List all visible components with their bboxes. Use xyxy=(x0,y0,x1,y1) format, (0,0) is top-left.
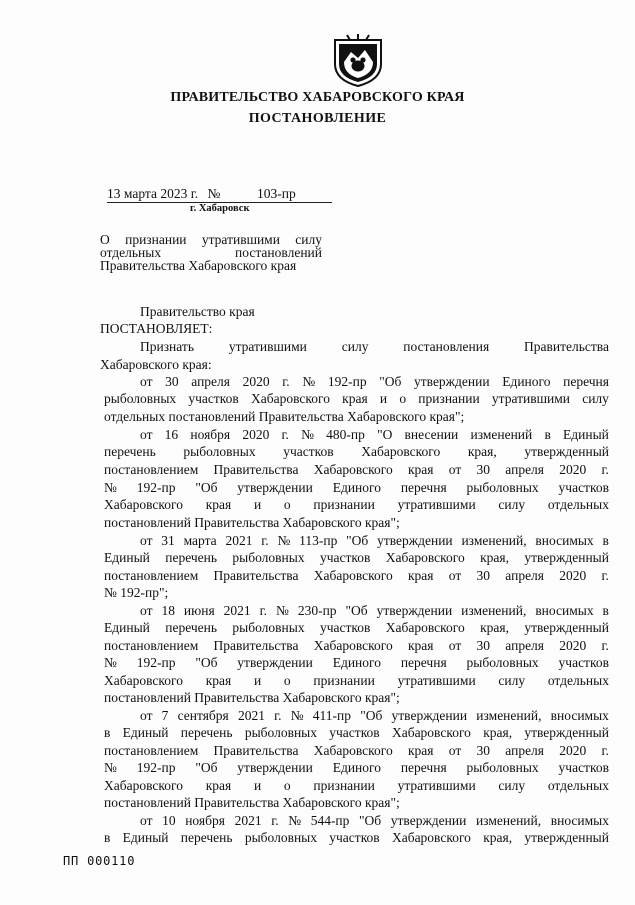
body-line: Хабаровского края и о признании утратившими силу отдельных xyxy=(104,673,609,688)
body-line: от 31 марта 2021 г. № 113-пр "Об утверждении изменений, вносимых в xyxy=(140,533,609,548)
body-line: постановлением Правительства Хабаровского края от 30 апреля 2020 г. xyxy=(104,743,609,758)
document-number: 103-пр xyxy=(257,186,296,201)
date-number-line xyxy=(107,186,332,203)
body-line: ПОСТАНОВЛЯЕТ: xyxy=(100,321,213,336)
body-line: перечень рыболовных участков Хабаровского края, утвержденный xyxy=(104,444,609,459)
body-line: в Единый перечень рыболовных участков Хабаровского края, утвержденный xyxy=(104,725,609,740)
city: г. Хабаровск xyxy=(190,203,250,214)
body-line: от 16 ноября 2020 г. № 480-пр "О внесении изменений в Единый xyxy=(140,427,609,442)
body-line: постановлением Правительства Хабаровского края от 30 апреля 2020 г. xyxy=(104,462,609,477)
body-line: № 192-пр "Об утверждении Единого перечня рыболовных участков xyxy=(104,655,609,670)
body-line: от 10 ноября 2021 г. № 544-пр "Об утверждении изменений, вносимых xyxy=(140,813,609,828)
body-line: Признать утратившими силу постановления Правительства xyxy=(140,339,609,354)
body-line: Единый перечень рыболовных участков Хабаровского края, утвержденный xyxy=(104,620,609,635)
body-line: от 7 сентября 2021 г. № 411-пр "Об утверждении изменений, вносимых xyxy=(140,708,609,723)
page-stamp: ПП 000110 xyxy=(63,854,136,868)
body-line: Хабаровского края: xyxy=(100,357,212,372)
number-label: № xyxy=(207,186,221,201)
body-line: рыболовных участков Хабаровского края и о признании утратившими силу xyxy=(104,391,609,406)
body-line: постановлением Правительства Хабаровского края от 30 апреля 2020 г. xyxy=(104,638,609,653)
body-line: Единый перечень рыболовных участков Хабаровского края, утвержденный xyxy=(104,550,609,565)
body-line: постановлений Правительства Хабаровского края"; xyxy=(104,515,400,530)
body-line: № 192-пр "Об утверждении Единого перечня рыболовных участков xyxy=(104,480,609,495)
document-date: 13 марта 2023 г. xyxy=(107,186,199,201)
body-line: от 18 июня 2021 г. № 230-пр "Об утверждении изменений, вносимых в xyxy=(140,603,609,618)
body-line: № 192-пр "Об утверждении Единого перечня рыболовных участков xyxy=(104,760,609,775)
body-line: постановлений Правительства Хабаровского края"; xyxy=(104,690,400,705)
body-line: Хабаровского края и о признании утратившими силу отдельных xyxy=(104,497,609,512)
document-subject: О признании утратившими силу отдельных постановлений Правительства Хабаровского края xyxy=(100,232,322,273)
body-line: постановлением Правительства Хабаровского края от 30 апреля 2020 г. xyxy=(104,568,609,583)
body-line: постановлений Правительства Хабаровского края"; xyxy=(104,795,400,810)
coat-of-arms-icon xyxy=(332,33,384,87)
body-line: отдельных постановлений Правительства Хабаровского края"; xyxy=(104,409,465,424)
body-line: от 30 апреля 2020 г. № 192-пр "Об утверждении Единого перечня xyxy=(140,374,609,389)
body-line: в Единый перечень рыболовных участков Хабаровского края, утвержденный xyxy=(104,830,609,845)
document-type: ПОСТАНОВЛЕНИЕ xyxy=(248,111,387,126)
body-line: № 192-пр"; xyxy=(104,585,169,600)
government-title: ПРАВИТЕЛЬСТВО ХАБАРОВСКОГО КРАЯ xyxy=(170,90,465,105)
body-line: Хабаровского края и о признании утратившими силу отдельных xyxy=(104,778,609,793)
body-line: Правительство края xyxy=(140,304,255,319)
